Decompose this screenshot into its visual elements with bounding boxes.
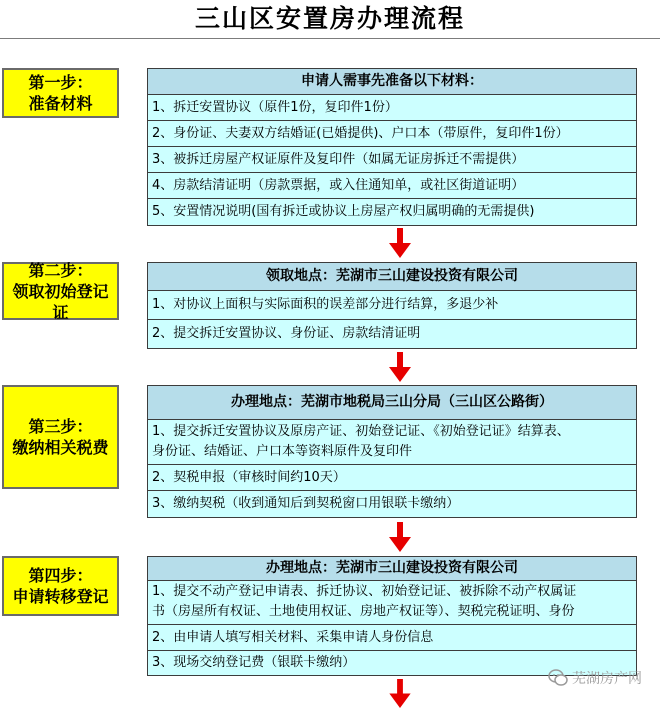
step-label-line: 第三步：: [28, 417, 93, 436]
down-arrow-icon: [389, 228, 411, 258]
step-3-label: [2, 385, 119, 489]
step-4-panel: [147, 556, 637, 676]
list-item: 2、契税申报（审核时间约10天）: [148, 465, 636, 491]
step-label-line: 第四步：: [28, 566, 93, 585]
down-arrow-icon: [389, 352, 411, 382]
step-label-line: 第一步：: [28, 73, 93, 92]
list-item-line: 1、提交不动产登记申请表、拆迁协议、初始登记证、被拆除不动产权属证: [152, 584, 577, 599]
panel-title: 领取地点：芜湖市三山建设投资有限公司: [148, 263, 636, 291]
list-item: [148, 581, 636, 625]
watermark: [548, 668, 642, 688]
list-item: 2、由申请人填写相关材料、采集申请人身份信息: [148, 625, 636, 651]
down-arrow-icon: [389, 522, 411, 552]
list-item: 1、对协议上面积与实际面积的误差部分进行结算，多退少补: [148, 291, 636, 320]
step-2-panel: [147, 262, 637, 349]
wechat-icon: [548, 669, 568, 687]
step-4-label: [2, 556, 119, 616]
list-item: 4、房款结清证明（房款票据，或入住通知单，或社区街道证明）: [148, 173, 636, 199]
step-1-panel: [147, 68, 637, 226]
step-label-line: 证: [52, 302, 69, 322]
step-1-label: [2, 68, 119, 118]
step-2-label: [2, 262, 119, 320]
list-item-line: 身份证、结婚证、户口本等资料原件及复印件: [152, 444, 413, 459]
panel-title: 办理地点：芜湖市三山建设投资有限公司: [148, 557, 636, 581]
list-item: 2、身份证、夫妻双方结婚证(已婚提供)、户口本（带原件，复印件1份）: [148, 121, 636, 147]
list-item: 5、安置情况说明(国有拆迁或协议上房屋产权归属明确的无需提供): [152, 204, 535, 219]
step-3-panel: [147, 385, 637, 518]
page-title: 三山区安置房办理流程: [0, 0, 660, 39]
list-item: [148, 420, 636, 465]
list-item: 3、现场交纳登记费（银联卡缴纳）: [152, 655, 356, 670]
list-item-line: 1、提交拆迁安置协议及原房产证、初始登记证、《初始登记证》结算表、: [152, 424, 570, 439]
list-item: 2、提交拆迁安置协议、身份证、房款结清证明: [152, 326, 421, 341]
list-item-line: 书（房屋所有权证、土地使用权证、房地产权证等）、契税完税证明、身份: [152, 604, 575, 619]
step-label-line: 申请转移登记: [12, 587, 109, 606]
down-arrow-icon: [389, 679, 411, 708]
panel-title: 办理地点：芜湖市地税局三山分局（三山区公路街）: [148, 386, 636, 420]
step-label-line: 第二步：: [28, 260, 93, 280]
list-item: 3、缴纳契税（收到通知后到契税窗口用银联卡缴纳）: [152, 496, 460, 511]
step-label-line: 领取初始登记: [12, 281, 109, 301]
list-item: 1、拆迁安置协议（原件1份，复印件1份）: [148, 95, 636, 121]
step-label-line: 准备材料: [28, 94, 93, 113]
step-label-line: 缴纳相关税费: [12, 438, 109, 457]
panel-title: 申请人需事先准备以下材料：: [148, 69, 636, 95]
list-item: 3、被拆迁房屋产权证原件及复印件（如属无证房拆迁不需提供）: [148, 147, 636, 173]
watermark-text: 芜湖房产网: [572, 671, 642, 687]
